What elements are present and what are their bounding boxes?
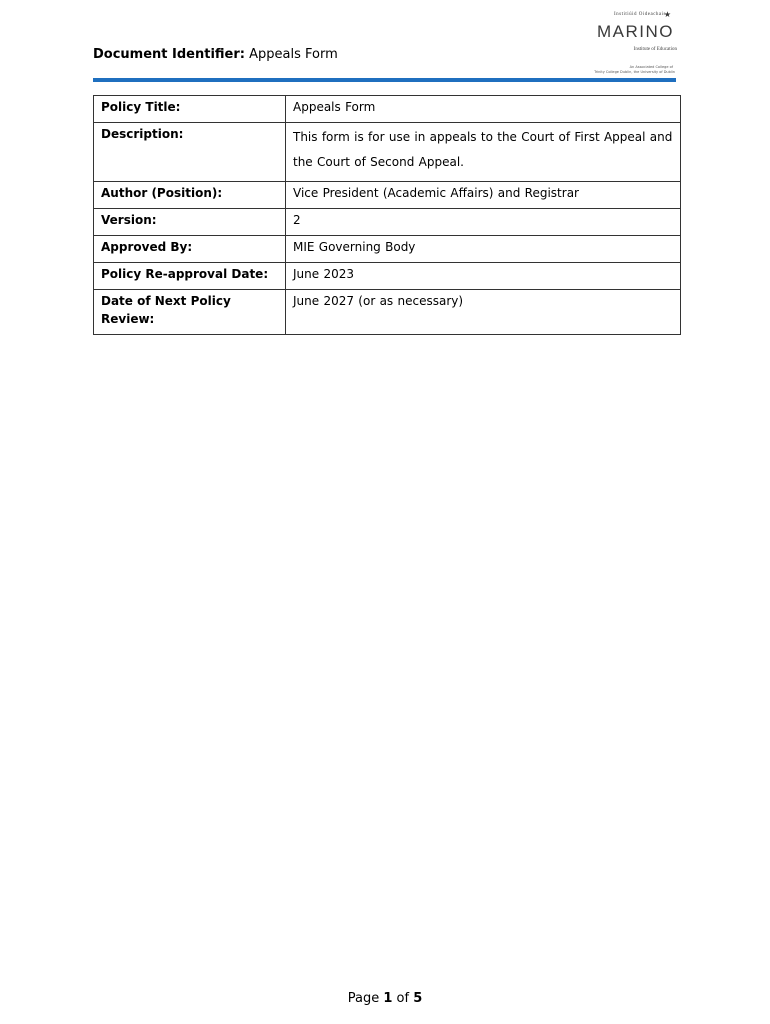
logo-irish-name: Institiúid Oideachais — [613, 12, 666, 17]
logo-affiliation-line-2: Trinity College Dublin, the University of Dublin — [594, 70, 675, 74]
document-identifier-label: Document Identifier: — [93, 47, 245, 62]
row-label: Policy Title: — [94, 96, 286, 123]
total-pages: 5 — [413, 991, 423, 1006]
row-label: Version: — [94, 209, 286, 236]
row-value: This form is for use in appeals to the Court of First Appeal and the Court of Second Appeal. — [286, 123, 681, 182]
policy-table — [93, 95, 681, 335]
row-label: Date of Next Policy Review: — [94, 290, 286, 335]
document-identifier — [93, 47, 338, 62]
table-row — [94, 96, 681, 123]
star-icon: ★ — [663, 10, 671, 19]
row-value: 2 — [286, 209, 681, 236]
current-page: 1 — [383, 991, 393, 1006]
table-row — [94, 182, 681, 209]
header-rule — [93, 78, 676, 82]
document-identifier-value: Appeals Form — [249, 47, 338, 62]
row-value: Appeals Form — [286, 96, 681, 123]
table-row — [94, 236, 681, 263]
logo-english-name: Institute of Education — [633, 47, 677, 52]
row-label: Policy Re-approval Date: — [94, 263, 286, 290]
table-row — [94, 263, 681, 290]
row-value: June 2023 — [286, 263, 681, 290]
row-label: Description: — [94, 123, 286, 182]
table-row — [94, 209, 681, 236]
row-label: Author (Position): — [94, 182, 286, 209]
row-label: Approved By: — [94, 236, 286, 263]
table-row — [94, 123, 681, 182]
logo-wordmark: MARINO — [597, 22, 674, 41]
page-number — [0, 991, 770, 1006]
institution-logo — [585, 8, 680, 80]
row-value: Vice President (Academic Affairs) and Registrar — [286, 182, 681, 209]
page-word: Page — [347, 991, 380, 1006]
logo-affiliation-line-1: An Associated College of — [629, 65, 673, 69]
table-row — [94, 290, 681, 335]
row-value: June 2027 (or as necessary) — [286, 290, 681, 335]
row-value: MIE Governing Body — [286, 236, 681, 263]
of-word: of — [396, 991, 410, 1006]
